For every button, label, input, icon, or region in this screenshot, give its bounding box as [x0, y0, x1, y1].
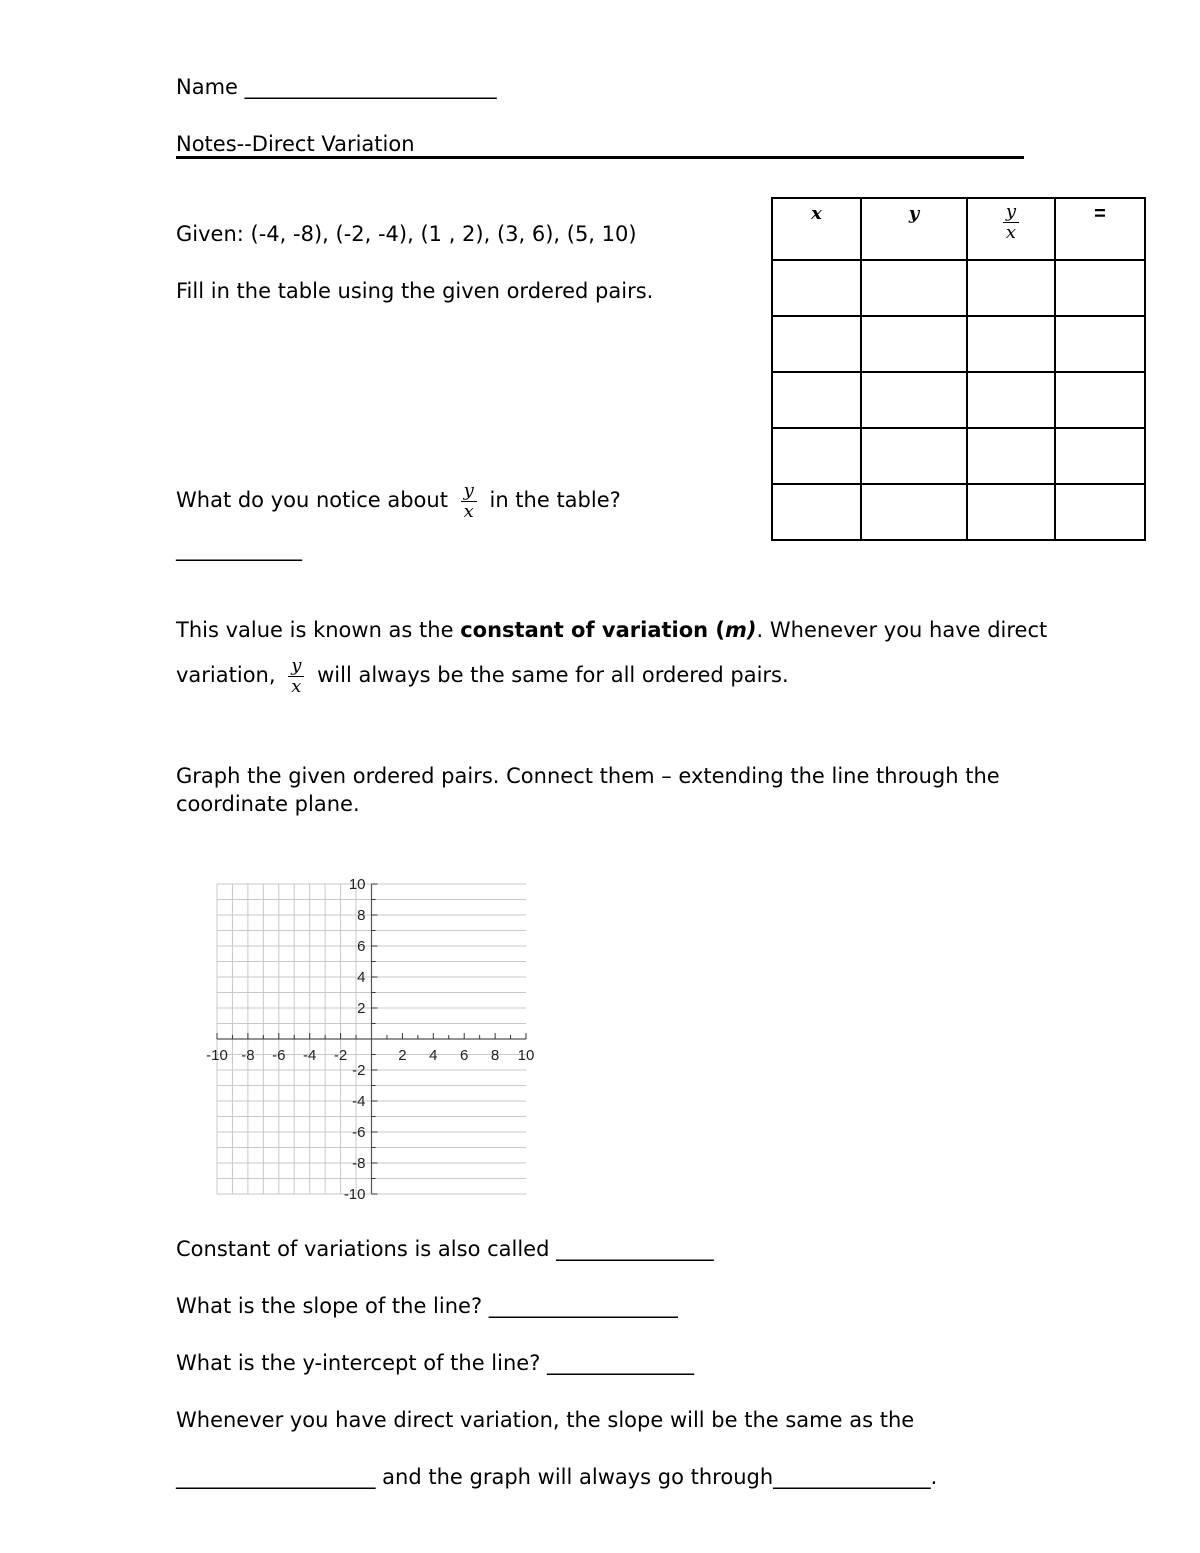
name-label: Name: [176, 75, 238, 99]
question-slope: What is the slope of the line? __________________: [176, 1294, 678, 1318]
fill-instruction: Fill in the table using the given ordered pairs.: [176, 279, 654, 303]
table-cell[interactable]: [1055, 484, 1145, 540]
table-cell[interactable]: [967, 428, 1055, 484]
table-row: [772, 428, 1145, 484]
header-ratio: [967, 198, 1055, 260]
table-row: [772, 316, 1145, 372]
x-tick-label: 4: [429, 1047, 438, 1064]
table-cell[interactable]: [772, 372, 861, 428]
table-cell[interactable]: [967, 372, 1055, 428]
header-ratio-fraction: [1003, 203, 1019, 242]
fraction-numerator: y: [288, 657, 304, 677]
fraction-denominator: x: [291, 675, 302, 697]
question-also-called: Constant of variations is also called _______________: [176, 1237, 714, 1261]
fraction-denominator: x: [463, 500, 474, 522]
x-tick-label: -6: [272, 1047, 286, 1064]
question-intercept: What is the y-intercept of the line? ______________: [176, 1351, 695, 1375]
x-tick-label: 6: [460, 1047, 469, 1064]
question-slope-same: Whenever you have direct variation, the slope will be the same as the: [176, 1408, 915, 1432]
table-row: [772, 260, 1145, 316]
y-tick-label: -10: [343, 1186, 366, 1203]
y-tick-label: 10: [348, 876, 366, 893]
given-label: Given:: [176, 222, 244, 246]
fraction-numerator: y: [461, 482, 477, 502]
table-cell[interactable]: [772, 484, 861, 540]
x-tick-label: -10: [206, 1047, 228, 1064]
x-tick-label: -2: [333, 1047, 348, 1064]
y-tick-label: 4: [357, 969, 366, 986]
notice-prefix: What do you notice about: [176, 488, 448, 512]
table-header-row: [772, 198, 1145, 260]
x-tick-label: 8: [490, 1047, 500, 1064]
constant-line: [176, 617, 1047, 643]
y-tick-label: -6: [352, 1124, 366, 1141]
table-row: [772, 372, 1145, 428]
header-x: x: [772, 198, 861, 260]
x-tick-label: 2: [398, 1047, 407, 1064]
constant-close: ): [746, 618, 757, 642]
variation-line: [176, 653, 789, 697]
table-cell[interactable]: [967, 484, 1055, 540]
notice-question: [176, 478, 621, 522]
header-y: y: [861, 198, 967, 260]
name-line: [176, 74, 497, 100]
table-cell[interactable]: [772, 428, 861, 484]
notice-suffix: in the table?: [489, 488, 621, 512]
variation-suffix: will always be the same for all ordered pairs.: [317, 663, 789, 687]
table-cell[interactable]: [1055, 316, 1145, 372]
given-line: [176, 221, 637, 247]
table-cell[interactable]: [1055, 428, 1145, 484]
table-cell[interactable]: [772, 316, 861, 372]
constant-text-1: This value is known as the: [176, 618, 454, 642]
table-cell[interactable]: [967, 260, 1055, 316]
table-cell[interactable]: [861, 316, 967, 372]
header-ratio-den: x: [1005, 222, 1017, 243]
table-cell[interactable]: [772, 260, 861, 316]
y-tick-label: -8: [352, 1155, 366, 1172]
question-final: ___________________ and the graph will always go through_______________.: [176, 1465, 938, 1489]
graph-instruction-2: coordinate plane.: [176, 792, 360, 816]
given-pairs: (-4, -8), (-2, -4), (1 , 2), (3, 6), (5, 10): [250, 222, 637, 246]
header-equals: =: [1055, 198, 1145, 260]
table-cell[interactable]: [861, 428, 967, 484]
graph-instruction-1: Graph the given ordered pairs. Connect them – extending the line through the: [176, 764, 1000, 788]
fraction-y-over-x: [288, 654, 304, 697]
table-cell[interactable]: [1055, 372, 1145, 428]
table-cell[interactable]: [967, 316, 1055, 372]
y-tick-label: -4: [352, 1093, 366, 1110]
fraction-y-over-x: [461, 479, 477, 522]
name-blank[interactable]: ________________________: [244, 75, 497, 99]
y-tick-label: 2: [357, 1000, 366, 1017]
values-table: [771, 197, 1146, 541]
coordinate-plane[interactable]: [195, 870, 555, 1210]
header-ratio-num: y: [1003, 203, 1019, 223]
table-cell[interactable]: [861, 372, 967, 428]
x-tick-label: 10: [517, 1047, 535, 1064]
constant-text-2: . Whenever you have direct: [756, 618, 1048, 642]
y-tick-label: 6: [357, 938, 366, 955]
x-tick-label: -8: [241, 1047, 255, 1064]
title-rule: [176, 156, 1024, 159]
page-title: Notes--Direct Variation: [176, 132, 415, 156]
constant-m: m: [725, 618, 747, 642]
constant-term: constant of variation (: [460, 618, 726, 642]
table-cell[interactable]: [861, 260, 967, 316]
x-tick-label: -4: [303, 1047, 317, 1064]
table-cell[interactable]: [861, 484, 967, 540]
y-tick-label: -2: [352, 1062, 366, 1079]
table-cell[interactable]: [1055, 260, 1145, 316]
notice-answer-blank[interactable]: ____________: [176, 537, 302, 561]
table-row: [772, 484, 1145, 540]
y-tick-label: 8: [357, 907, 366, 924]
variation-prefix: variation,: [176, 663, 276, 687]
